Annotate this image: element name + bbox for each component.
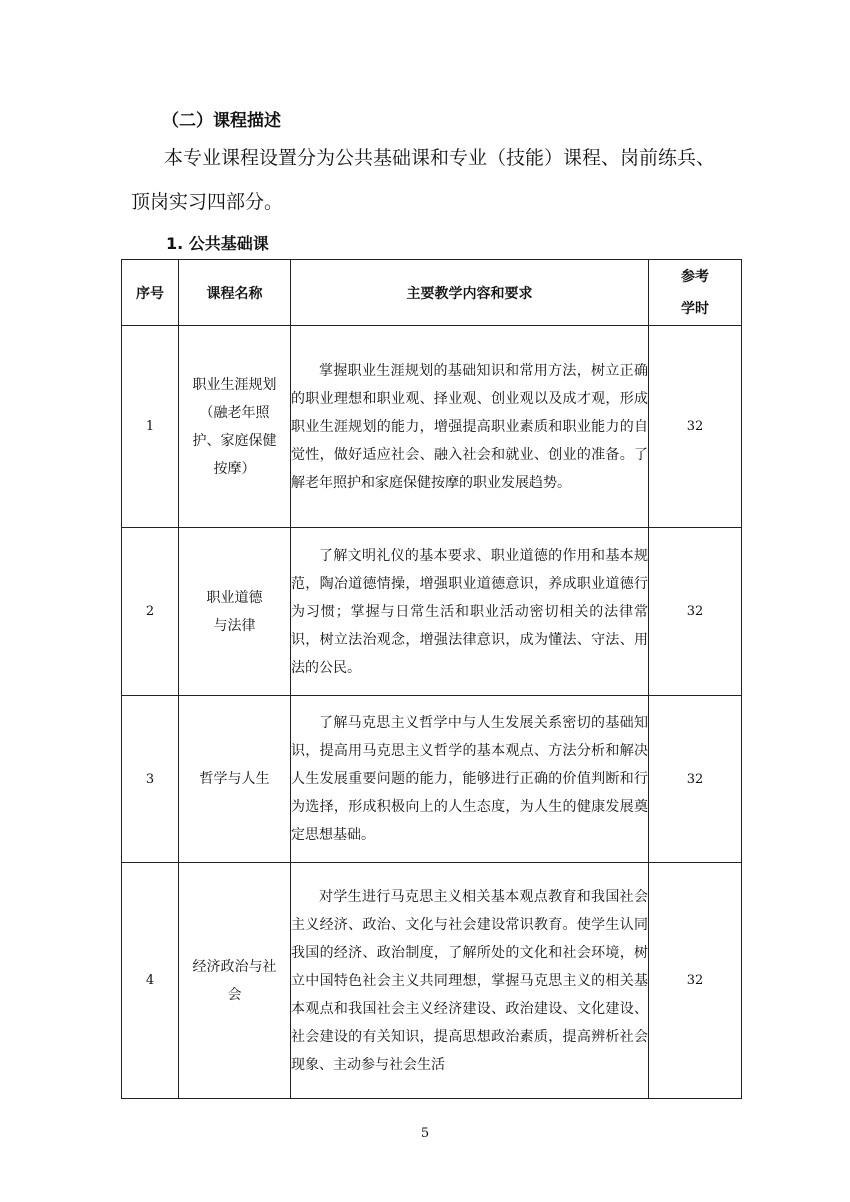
intro-paragraph-line-1: 本专业课程设置分为公共基础课和专业（技能）课程、岗前练兵、 bbox=[164, 147, 716, 169]
header-hours-line-2: 学时 bbox=[681, 300, 709, 317]
row-index: 4 bbox=[122, 863, 179, 1099]
row-hours: 32 bbox=[649, 326, 742, 528]
row-index: 1 bbox=[122, 326, 179, 528]
course-name-line: 按摩） bbox=[213, 460, 256, 477]
header-content: 主要教学内容和要求 bbox=[291, 260, 649, 326]
table-row bbox=[122, 696, 742, 863]
row-index: 2 bbox=[122, 528, 179, 696]
course-name-line: 护、家庭保健 bbox=[192, 432, 277, 449]
row-content: 掌握职业生涯规划的基础知识和常用方法，树立正确的职业理想和职业观、择业观、创业观以及成才观，形成职业生涯规划的能力，增强提高职业素质和职业能力的自觉性，做好适应社会、融入社会和就业、创业的准备。了解老年照护和家庭保健按摩的职业发展趋势。 bbox=[291, 326, 649, 528]
row-content: 对学生进行马克思主义相关基本观点教育和我国社会主义经济、政治、文化与社会建设常识教育。使学生认同我国的经济、政治制度，了解所处的文化和社会环境，树立中国特色社会主义共同理想，掌握马克思主义的相关基本观点和我国社会主义经济建设、政治建设、文化建设、社会建设的有关知识，提高思想政治素质，提高辨析社会现象、主动参与社会生活 bbox=[291, 863, 649, 1099]
header-index: 序号 bbox=[122, 260, 179, 326]
course-name-line: 会 bbox=[227, 986, 242, 1003]
course-name-line: 经济政治与社 bbox=[192, 958, 277, 975]
course-name-line: 与法律 bbox=[213, 617, 256, 634]
table-header-row bbox=[122, 260, 742, 326]
course-table bbox=[121, 259, 742, 1099]
row-content: 了解马克思主义哲学中与人生发展关系密切的基础知识，提高用马克思主义哲学的基本观点、方法分析和解决人生发展重要问题的能力，能够进行正确的价值判断和行为选择，形成积极向上的人生态度，为人生的健康发展奠定思想基础。 bbox=[291, 696, 649, 863]
row-course-name bbox=[179, 863, 291, 1099]
row-hours: 32 bbox=[649, 528, 742, 696]
row-hours: 32 bbox=[649, 863, 742, 1099]
course-name-line: 哲学与人生 bbox=[199, 771, 270, 787]
header-course-name: 课程名称 bbox=[179, 260, 291, 326]
row-course-name bbox=[179, 696, 291, 863]
intro-paragraph-line-2: 顶岗实习四部分。 bbox=[131, 191, 284, 213]
course-name-line: 职业道德 bbox=[206, 589, 263, 606]
row-index: 3 bbox=[122, 696, 179, 863]
course-name-line: 职业生涯规划 bbox=[192, 376, 277, 393]
table-row bbox=[122, 863, 742, 1099]
header-hours-line-1: 参考 bbox=[681, 268, 709, 285]
course-name-line: （融老年照 bbox=[199, 404, 270, 421]
row-course-name bbox=[179, 528, 291, 696]
table-row bbox=[122, 326, 742, 528]
table-row bbox=[122, 528, 742, 696]
header-hours bbox=[649, 260, 742, 326]
section-title: （二）课程描述 bbox=[162, 111, 281, 131]
subsection-title: 1. 公共基础课 bbox=[166, 234, 269, 253]
row-hours: 32 bbox=[649, 696, 742, 863]
row-content: 了解文明礼仪的基本要求、职业道德的作用和基本规范，陶冶道德情操，增强职业道德意识，养成职业道德行为习惯；掌握与日常生活和职业活动密切相关的法律常识，树立法治观念，增强法律意识，成为懂法、守法、用法的公民。 bbox=[291, 528, 649, 696]
page-number: 5 bbox=[420, 1126, 430, 1141]
row-course-name bbox=[179, 326, 291, 528]
